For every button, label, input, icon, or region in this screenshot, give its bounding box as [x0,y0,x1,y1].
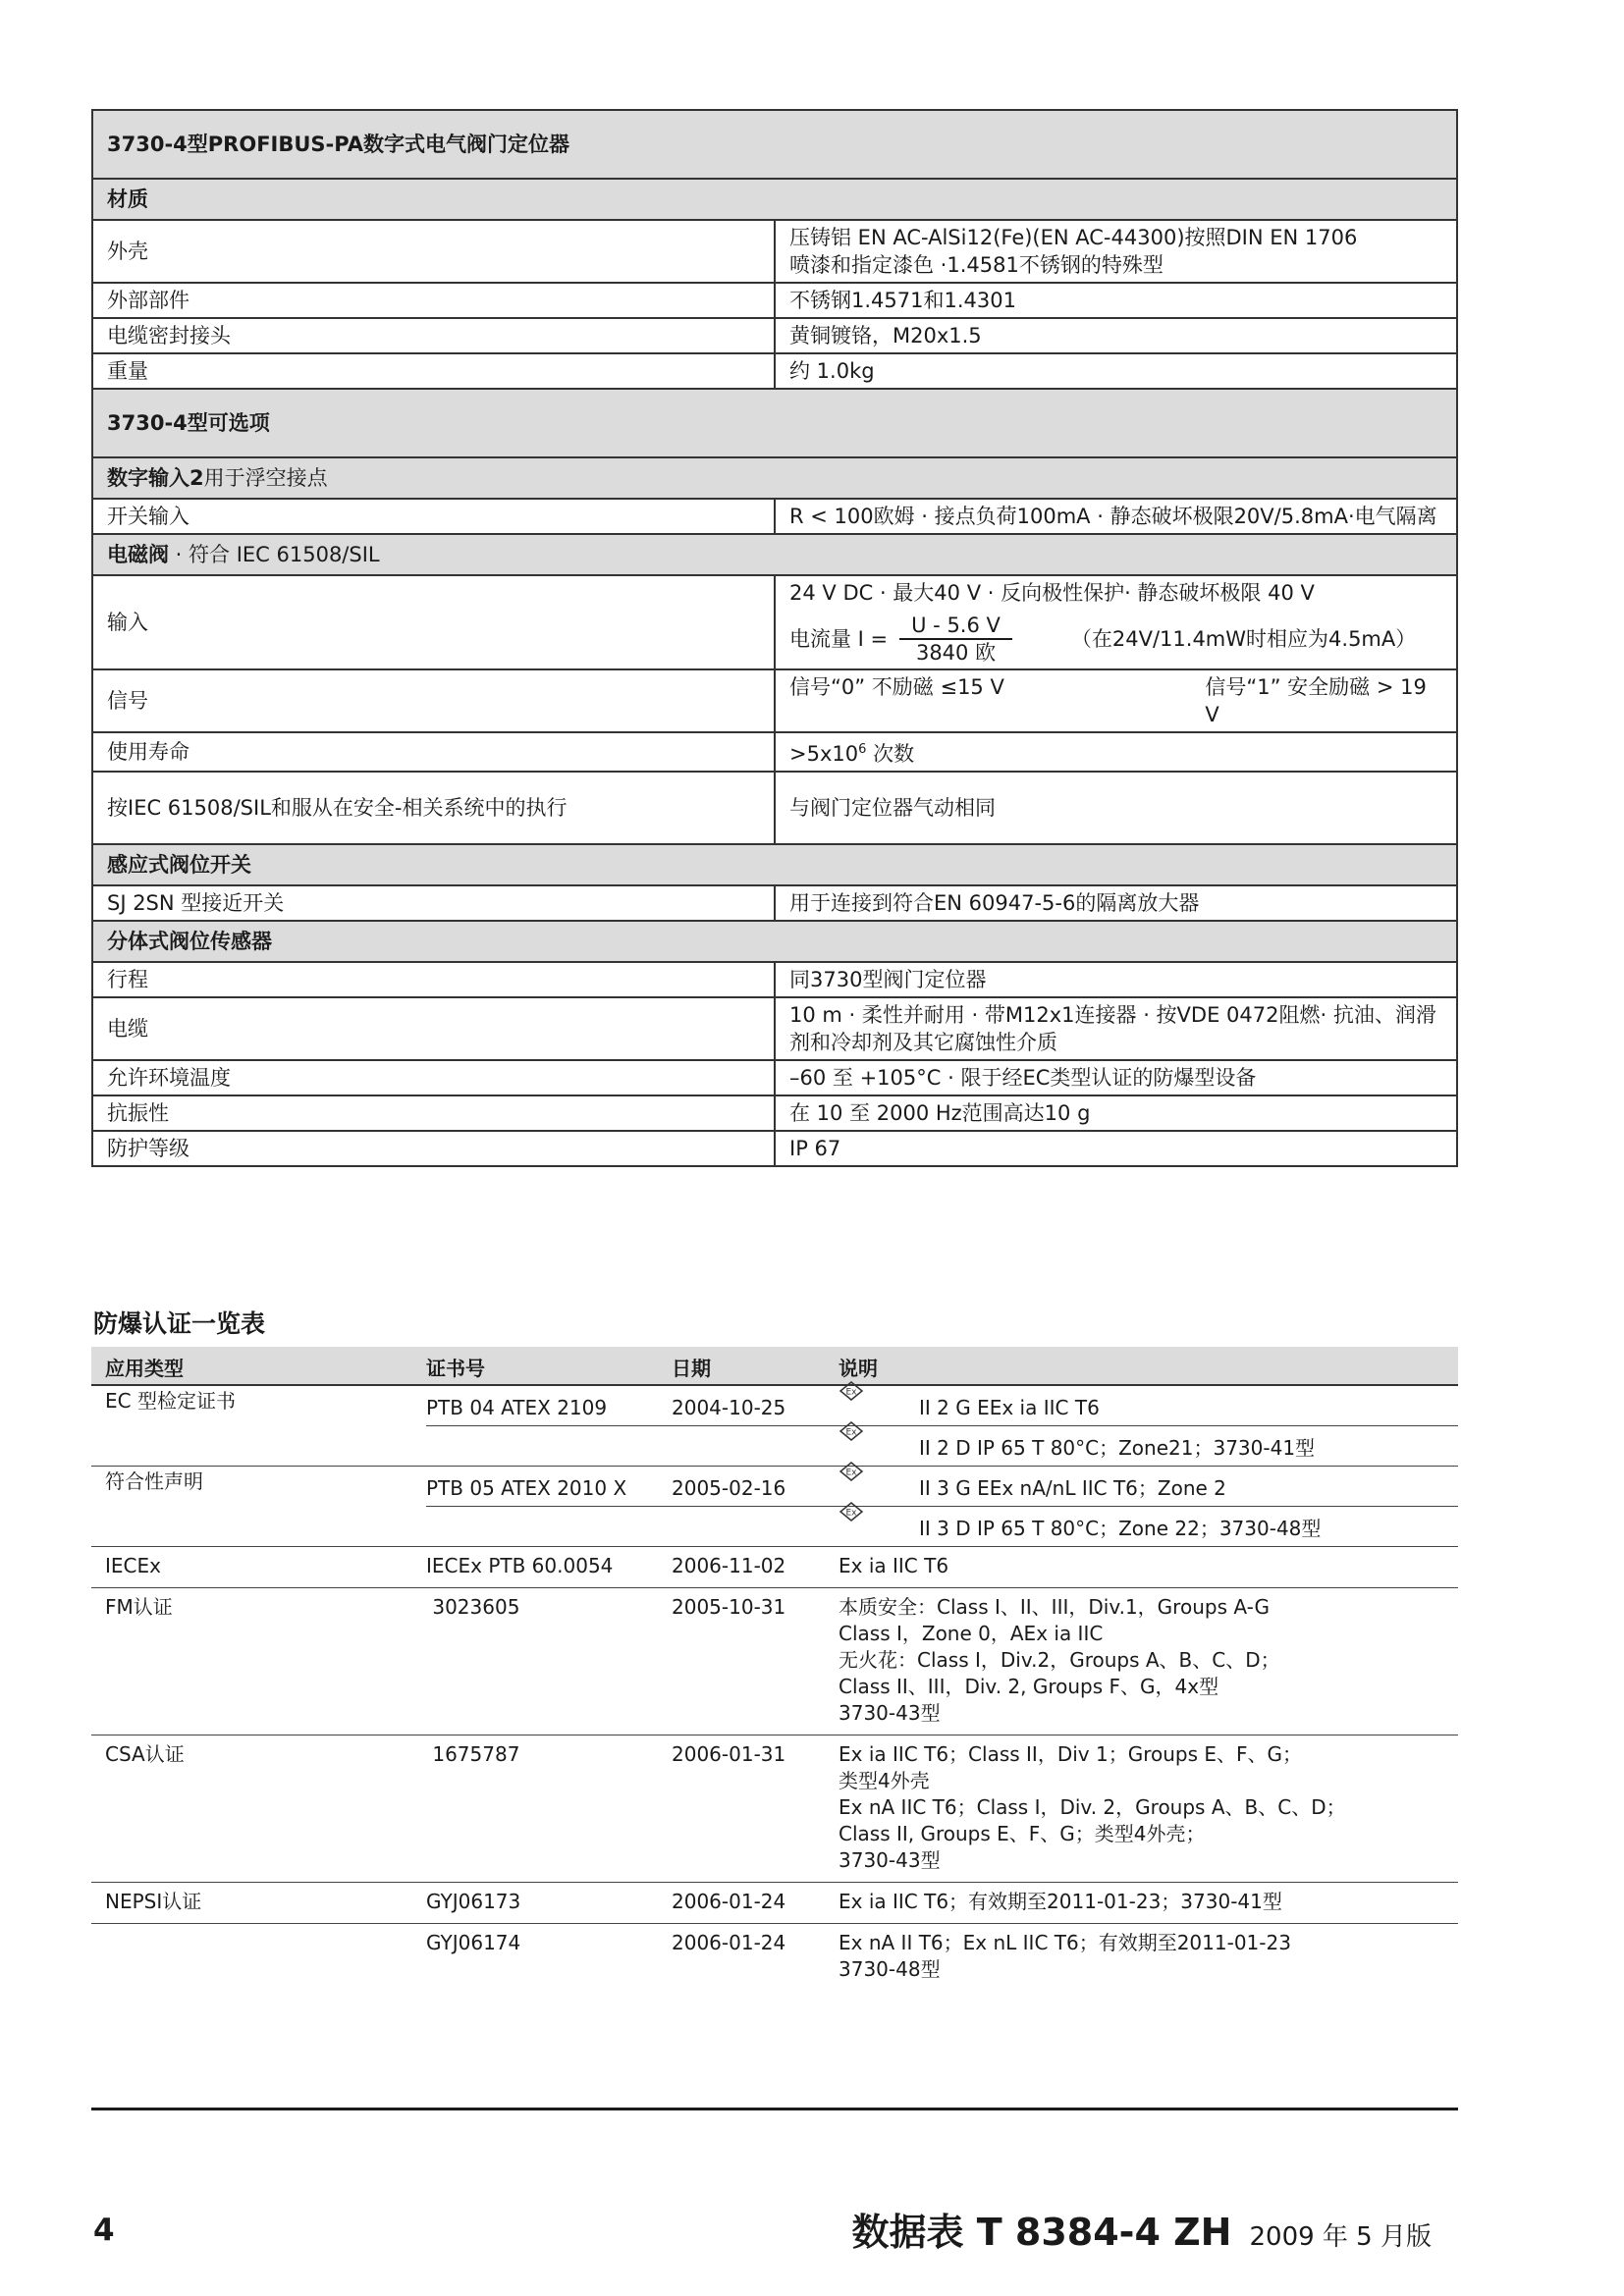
spec-row-input: 输入 24 V DC · 最大40 V · 反向极性保护· 静态破坏极限 40 V 电流量 I = $\frac{U - 5.6 V}{\text{3840 欧}}$ （在24V/11.4mW时相应为4.5mA） [92,575,1457,669]
cert-group-ec: EC 型检定证书 PTB 04 ATEX 2109 2004-10-25 Ex II 2 G EEx ia IIC T6 Ex II 2 D IP 65 T 80°C；Zone21；3730-41型 [91,1386,1458,1467]
table-row: FM认证 3023605 2005-10-31 本质安全：Class I、II、III，Div.1，Groups A-G Class I，Zone 0，AEx ia IIC 无火花：Class I，Div.2，Groups A、B、C、D； Class II、III，Div. 2, Groups F、G，4x型 3730-43型 [91,1588,1458,1735]
table-row: PTB 04 ATEX 2109 2004-10-25 Ex II 2 G EEx ia IIC T6 [426,1386,1458,1426]
datasheet-id: 数据表 T 8384-4 ZH [851,2211,1232,2254]
section-solenoid: 电磁阀 · 符合 IEC 61508/SIL [92,534,1457,575]
ex-mark-icon [839,1381,864,1401]
spec-row: 外部部件 不锈钢1.4571和1.4301 [92,283,1457,318]
table-row: Ex II 3 D IP 65 T 80°C；Zone 22；3730-48型 [426,1507,1458,1546]
footer [852,2202,1432,2256]
footer-rule [91,2108,1458,2110]
table-row: GYJ06174 2006-01-24 Ex nA II T6；Ex nL IIC T6；有效期至2011-01-23 3730-48型 [426,1931,1291,1981]
spec-row: 按IEC 61508/SIL和服从在安全-相关系统中的执行 与阀门定位器气动相同 [92,772,1457,844]
spec-table [91,109,1458,1167]
edition: 2009 年 5 月版 [1249,2222,1432,2252]
spec-title: 3730-4型PROFIBUS-PA数字式电气阀门定位器 [92,110,1457,179]
options-title: 3730-4型可选项 [92,389,1457,457]
spec-row: 电缆 10 m · 柔性并耐用 · 带M12x1连接器 · 按VDE 0472阻燃· 抗油、润滑剂和冷却剂及其它腐蚀性介质 [92,997,1457,1060]
section-material: 材质 [92,179,1457,220]
spec-row: 开关输入 R < 100欧姆 · 接点负荷100mA · 静态破坏极限20V/5.8mA·电气隔离 [92,499,1457,534]
spec-row: SJ 2SN 型接近开关 用于连接到符合EN 60947-5-6的隔离放大器 [92,885,1457,921]
ex-mark-icon [839,1421,864,1441]
page-number: 4 [93,2213,115,2248]
svg-text:Ex: Ex [845,1387,857,1398]
section-inductive: 感应式阀位开关 [92,844,1457,885]
table-row: Ex II 2 D IP 65 T 80°C；Zone21；3730-41型 [426,1426,1458,1466]
ex-mark-icon [839,1462,864,1481]
section-digital-input: 数字输入2用于浮空接点 [92,457,1457,499]
spec-row: 外壳 压铸铝 EN AC-AlSi12(Fe)(EN AC-44300)按照DIN EN 1706 喷漆和指定漆色 ·1.4581不锈钢的特殊型 [92,220,1457,283]
spec-row: 电缆密封接头 黄铜镀铬，M20x1.5 [92,318,1457,353]
svg-text:Ex: Ex [845,1427,857,1438]
spec-row: 抗振性 在 10 至 2000 Hz范围高达10 g [92,1095,1457,1131]
svg-text:Ex: Ex [845,1468,857,1478]
certs-title: 防爆认证一览表 [93,1309,266,1338]
table-row: NEPSI认证 GYJ06173 2006-01-24 Ex ia IIC T6；有效期至2011-01-23；3730-41型 [91,1883,1458,1924]
certs-header: 应用类型 证书号 日期 说明 [91,1347,1458,1386]
svg-text:Ex: Ex [845,1508,857,1519]
table-row: PTB 05 ATEX 2010 X 2005-02-16 Ex II 3 G EEx nA/nL IIC T6；Zone 2 [426,1467,1458,1507]
spec-row: 允许环境温度 –60 至 +105°C · 限于经EC类型认证的防爆型设备 [92,1060,1457,1095]
spec-row: 信号 信号“0” 不励磁 ≤15 V 信号“1” 安全励磁 > 19 V [92,669,1457,732]
ex-mark-icon [839,1502,864,1522]
table-row: IECEx IECEx PTB 60.0054 2006-11-02 Ex ia IIC T6 [91,1547,1458,1588]
table-row: CSA认证 1675787 2006-01-31 Ex ia IIC T6；Class II，Div 1；Groups E、F、G； 类型4外壳 Ex nA IIC T6；Class I，Div. 2，Groups A、B、C、D； Class II, Groups E、F、G；类型4外壳； 3730-43型 [91,1735,1458,1883]
section-remote: 分体式阀位传感器 [92,921,1457,962]
cert-group-conformity: 符合性声明 PTB 05 ATEX 2010 X 2005-02-16 Ex II 3 G EEx nA/nL IIC T6；Zone 2 Ex II 3 D IP 65 T 80°C；Zone 22；3730-48型 [91,1467,1458,1547]
certs-table [91,1347,1458,1991]
spec-row: 重量 约 1.0kg [92,353,1457,389]
spec-row: 使用寿命 $>5x10^6$ 次数 [92,732,1457,772]
current-formula: 电流量 I = $\frac{U - 5.6 V}{\text{3840 欧}}$ （在24V/11.4mW时相应为4.5mA） [789,614,1417,665]
spec-row: 行程 同3730型阀门定位器 [92,962,1457,997]
spec-row: 防护等级 IP 67 [92,1131,1457,1166]
